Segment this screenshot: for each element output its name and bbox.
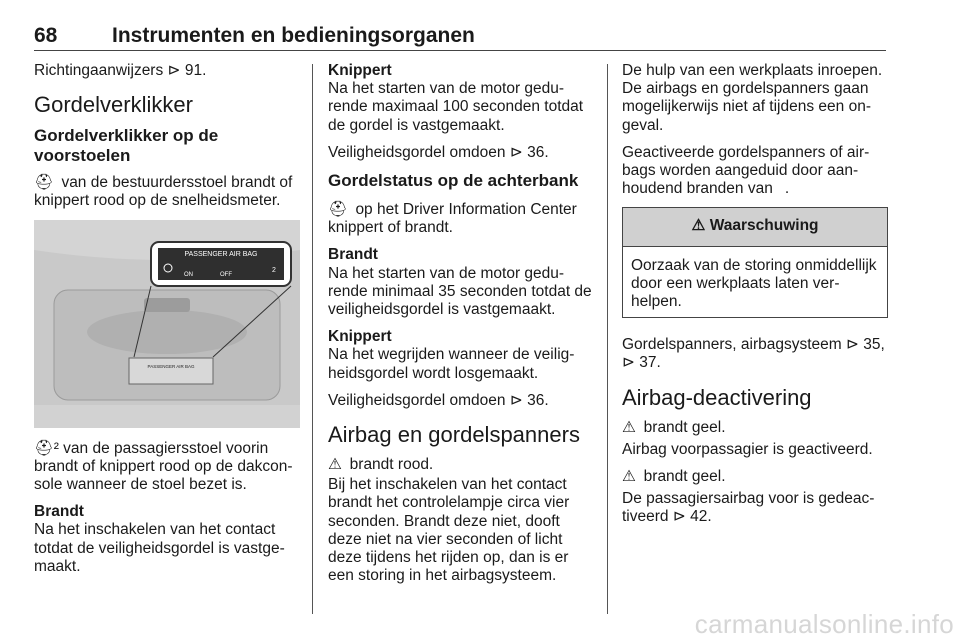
driver-belt-paragraph: ⛑ van de bestuurdersstoel brandt of knippert rood op de snelheidsmeter.	[34, 174, 293, 210]
warning-icon: ⚠	[691, 217, 706, 235]
seatbelt-icon: ⛑	[34, 174, 54, 192]
airbag-on-icon: ⚠	[622, 418, 636, 436]
svg-text:ON: ON	[184, 271, 193, 278]
figure-label-small: PASSENGER AIR BAG	[147, 363, 195, 369]
page-title: Instrumenten en bedieningsorganen	[112, 24, 475, 47]
passenger-belt-paragraph: ⛑² van de passagiersstoel voorin brandt of knippert rood op de dakconsole wanneer de stoel bezet is.	[34, 439, 293, 494]
section-heading-gordelverklikker: Gordelverklikker	[34, 92, 193, 118]
svg-text:2: 2	[272, 266, 276, 274]
airbag-icon: ⚠	[328, 456, 342, 474]
section-heading-deactivation: Airbag-deactivering	[622, 384, 812, 410]
knippert-title: Knippert	[328, 62, 392, 79]
section-heading-airbag: Airbag en gordelspanners	[328, 422, 580, 448]
warning-header: ⚠ Waarschuwing	[623, 208, 887, 246]
column-divider	[607, 64, 608, 614]
airbag-text: Bij het inschakelen van het contact brandt het controlelampje circa vier seconden. Brandt deze niet, dooft deze niet na vier seconden of licht deze tijdens het rijden op, dan is er een storing in het airbagsysteem.	[328, 476, 570, 585]
roof-console-illustration	[34, 220, 300, 428]
column-1	[34, 62, 300, 585]
rear-bench-paragraph: ⛑ op het Driver Information Center knippert of brandt.	[328, 201, 577, 237]
airbag-off-icon: ⚠	[622, 468, 636, 486]
airbag-off-text: De passagiersairbag voor is gedeactiveerd ⊳ 42.	[622, 490, 875, 526]
workshop-paragraph: De hulp van een werkplaats inroepen. De airbags en gordelspanners gaan mogelijkerwijs niet af tijdens een ongeval.	[622, 62, 883, 134]
brandt-title-2: Brandt	[328, 246, 378, 264]
knippert-text: Na het starten van de motor gedurende maximaal 100 seconden totdat de gordel is vastgemaakt.	[328, 80, 584, 134]
figure-label-large: PASSENGER AIR BAG	[184, 250, 258, 258]
airbag-off-line: ⚠ brandt geel.	[622, 468, 726, 486]
watermark: carmanualsonline.info	[694, 609, 954, 639]
subheading-front-seats: Gordelverklikker op de voorstoelen	[34, 126, 219, 166]
brandt-text-2: Na het starten van de motor gedurende minimaal 35 seconden totdat de veiligheidsgordel is vastgemaakt.	[328, 264, 592, 319]
belt-airbag-ref: Gordelspanners, airbagsysteem ⊳ 35, ⊳ 37.	[622, 336, 885, 372]
brandt-title: Brandt	[34, 503, 84, 521]
knippert-title-2: Knippert	[328, 328, 392, 346]
column-3	[622, 62, 888, 536]
column-divider	[312, 64, 313, 614]
activated-paragraph: Geactiveerde gordelspanners of airbags worden aangeduid door aanhoudend branden van .	[622, 143, 870, 198]
brandt-text: Na het inschakelen van het contact totdat de veiligheidsgordel is vastgemaakt.	[34, 521, 285, 575]
warning-box	[622, 207, 888, 318]
warning-text: Oorzaak van de storing onmiddellijk door een werkplaats laten verhelpen.	[631, 256, 877, 311]
column-2	[328, 62, 596, 594]
subheading-rear-bench: Gordelstatus op de achterbank	[328, 171, 579, 191]
airbag-line: ⚠ brandt rood.	[328, 456, 434, 474]
page-header	[34, 24, 886, 51]
omdoen-ref-1: Veiligheidsgordel omdoen ⊳ 36.	[328, 143, 549, 161]
airbag-on-text: Airbag voorpassagier is geactiveerd.	[622, 440, 873, 458]
roof-console-figure	[34, 220, 300, 428]
svg-text:OFF: OFF	[220, 271, 232, 278]
turn-signal-ref: Richtingaanwijzers ⊳ 91.	[34, 62, 207, 79]
airbag-on-line: ⚠ brandt geel.	[622, 418, 726, 436]
seatbelt-icon: ⛑	[34, 439, 54, 457]
omdoen-ref-2: Veiligheidsgordel omdoen ⊳ 36.	[328, 391, 549, 409]
seatbelt-icon: ⛑	[328, 201, 348, 219]
knippert-text-2: Na het wegrijden wanneer de veiligheidsgordel wordt losgemaakt.	[328, 346, 575, 382]
page-number: 68	[34, 24, 58, 47]
